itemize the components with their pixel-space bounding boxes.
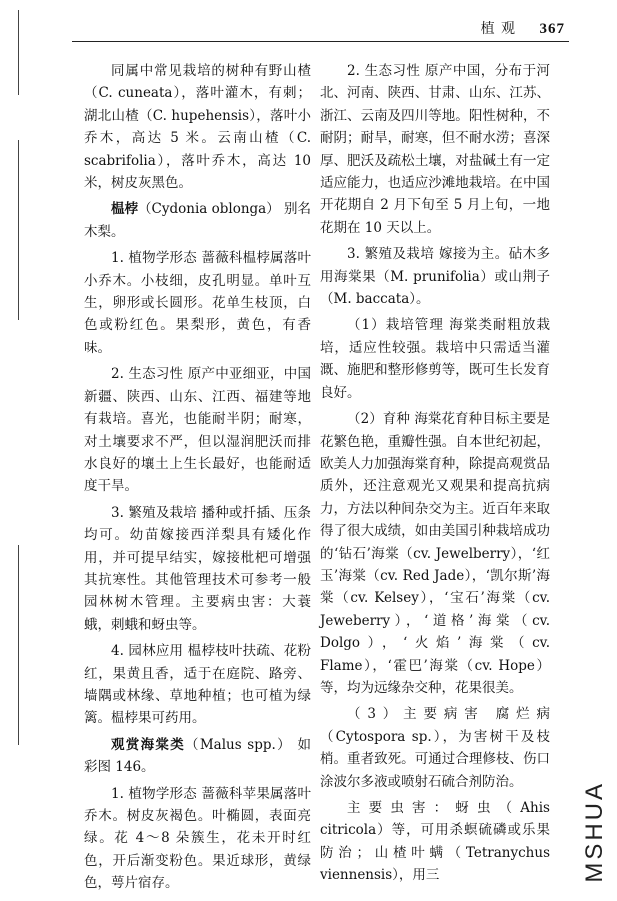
paragraph: 1. 植物学形态 蔷薇科榅桲属落叶小乔木。小枝细，皮孔明显。单叶互生，卵形或长圆形。花单生枝顶，白色或粉红色。果梨形，黄色，有香味。	[84, 250, 311, 356]
paragraph: 4. 园林应用 榅桲枝叶扶疏、花粉红，果黄且香，适于在庭院、路旁、墙隅或林缘、草地种植；也可植为绿篱。榅桲果可药用。	[84, 643, 311, 727]
binding-line-top	[18, 10, 19, 95]
entry-subtitle: （Cydonia oblonga） 别名木梨。	[84, 201, 312, 240]
page-number: 367	[539, 21, 565, 37]
entry-heading-quince	[84, 198, 311, 243]
paragraph: （1）栽培管理 海棠类耐粗放栽培，适应性较强。栽培中只需适当灌溉、施肥和整形修剪等，既可生长发育良好。	[320, 317, 550, 401]
section-title: 植 观	[480, 21, 517, 37]
left-column	[84, 60, 311, 899]
paragraph: （2）育种 海棠花育种目标主要是花繁色艳，重瓣性强。自本世纪初起，欧美人力加强海棠育种，除提高观赏品质外，还注意观光又观果和提高抗病力，方法以种间杂交为主。近百年来取得了很大成绩，如由美国引种栽培成功的‘钻石’海棠（cv. Jewelberry），‘红玉’海棠（cv. Red Jade），‘凯尔斯’海棠（cv. Kelsey），‘宝石’海棠（cv. Jeweberry），‘道格’海棠（cv. Dolgo），‘火焰’海棠（cv. Flame），‘霍巴’海棠（cv. Hope）等，均为远缘杂交种，花果很美。	[320, 411, 550, 696]
binding-line-bottom	[18, 545, 19, 745]
paragraph: 2. 生态习性 原产中国，分布于河北、河南、陕西、甘肃、山东、江苏、浙江、云南及四川等地。阳性树种，不耐阴；耐旱，耐寒，但不耐水涝；喜深厚、肥沃及疏松土壤，对盐碱土有一定适应能力，也适应沙滩地栽培。在中国开花期自 2 月下旬至 5 月上旬，一地花期在 10 天以上。	[320, 63, 550, 236]
running-header	[481, 18, 565, 38]
paragraph: 3. 繁殖及栽培 播种或扦插、压条均可。幼苗嫁接西洋梨具有矮化作用，并可提早结实，嫁接枇杷可增强其抗寒性。其他管理技术可参考一般园林树木管理。主要病虫害：大蓑蛾，刺蛾和蚜虫等。	[84, 504, 311, 633]
paragraph: 1. 植物学形态 蔷薇科苹果属落叶乔木。树皮灰褐色。叶椭圆，表面亮绿。花 4～8 朵簇生，花未开时红色，开后渐变粉色。果近球形，黄绿色，萼片宿存。	[84, 785, 311, 892]
paragraph: 主要虫害：蚜虫（Ahis citricola）等，可用杀螟硫磷或乐果防治；山楂叶螨（Tetranychus viennensis），用三	[320, 800, 550, 884]
binding-line-middle	[18, 140, 19, 320]
paragraph: 同属中常见栽培的树种有野山楂（C. cuneata），落叶灌木，有刺；湖北山楂（C. hupehensis），落叶小乔木，高达 5 米。云南山楂（C. scabrifolia），落叶乔木，高达 10 米，树皮灰黑色。	[84, 63, 311, 192]
paragraph: 3. 繁殖及栽培 嫁接为主。砧木多用海棠果（M. prunifolia）或山荆子（M. baccata）。	[320, 246, 550, 308]
header-rule	[72, 41, 569, 42]
watermark: MSHUA	[581, 781, 608, 883]
entry-heading-crabapple	[84, 734, 311, 779]
entry-subtitle: （Malus spp.） 如彩图 146。	[84, 736, 311, 776]
right-column	[320, 60, 550, 891]
paragraph: 2. 生态习性 原产中亚细亚，中国新疆、陕西、山东、江西、福建等地有栽培。喜光，也能耐半阴；耐寒，对土壤要求不严，但以湿润肥沃而排水良好的壤土上生长最好，也能耐适度干旱。	[84, 366, 311, 495]
paragraph: （3）主要病害 腐烂病（Cytospora sp.），为害树干及枝梢。重者致死。可通过合理修枝、伤口涂波尔多液或喷射石硫合剂防治。	[320, 706, 550, 790]
entry-title: 榅桲	[111, 201, 139, 218]
entry-title: 观赏海棠类	[111, 736, 186, 753]
